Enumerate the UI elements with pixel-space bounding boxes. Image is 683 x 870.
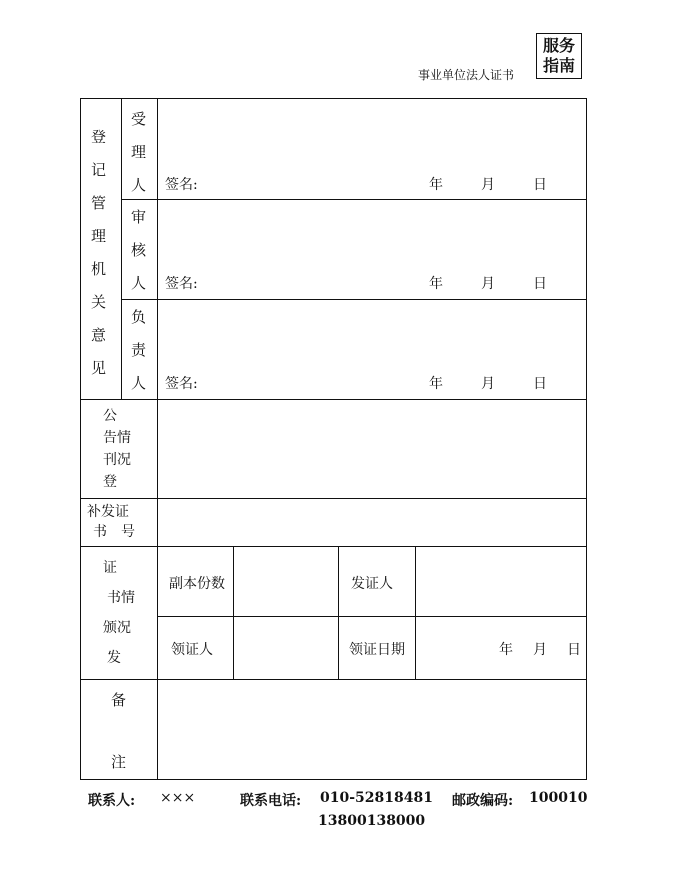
role-char: 核 [131, 241, 147, 259]
role-char: 理 [131, 143, 147, 161]
reviewer-year: 年 [429, 276, 443, 292]
service-guide-stamp [536, 33, 582, 79]
acceptor-signature-label: 签名: [165, 177, 198, 193]
principal-signature-label: 签名: [165, 376, 198, 392]
divider-v-col4 [415, 546, 416, 679]
reviewer-month: 月 [481, 276, 495, 292]
stamp-line-1: 服务 [542, 36, 575, 55]
receive-date-label: 领证日期 [349, 642, 405, 658]
issuance-label-line: 证 [103, 560, 117, 576]
issuer-label: 发证人 [351, 576, 393, 592]
announcement-label-line: 刊况 [103, 452, 131, 468]
divider-h-2 [121, 299, 587, 300]
side-char: 管 [91, 194, 107, 212]
role-reviewer-label [131, 201, 146, 300]
issuance-label-line: 发 [107, 650, 121, 666]
phone-value: 010-52818481 [320, 790, 433, 806]
reviewer-day: 日 [533, 276, 547, 292]
reviewer-signature-label: 签名: [165, 276, 198, 292]
role-char: 责 [131, 341, 147, 359]
acceptor-month: 月 [481, 177, 495, 193]
remarks-label-bottom: 注 [111, 753, 127, 771]
role-char: 负 [131, 308, 147, 326]
divider-h-3 [81, 399, 587, 400]
reissue-label [87, 502, 135, 542]
remarks-label-top: 备 [111, 691, 127, 709]
reissue-label-line: 书 号 [93, 524, 135, 540]
side-char: 关 [91, 293, 107, 311]
side-char: 记 [91, 161, 107, 179]
role-char: 人 [131, 176, 147, 194]
announcement-label [95, 405, 131, 493]
role-acceptor-label [131, 103, 146, 202]
divider-v-col3 [338, 546, 339, 679]
role-char: 受 [131, 110, 147, 128]
stamp-line-2: 指南 [542, 56, 575, 75]
principal-month: 月 [481, 376, 495, 392]
registration-form [80, 98, 587, 780]
divider-v-col2 [233, 546, 234, 679]
copies-label: 副本份数 [169, 576, 225, 592]
side-char: 机 [91, 260, 107, 278]
side-char: 意 [91, 326, 107, 344]
announcement-label-line: 公 [103, 408, 117, 424]
divider-h-6 [157, 616, 587, 617]
divider-h-4 [81, 498, 587, 499]
announcement-label-line: 登 [103, 474, 117, 490]
phone-value-2: 13800138000 [318, 813, 426, 829]
receive-year: 年 [499, 642, 513, 658]
role-char: 人 [131, 274, 147, 292]
principal-year: 年 [429, 376, 443, 392]
approval-side-label [91, 121, 106, 385]
certificate-caption: 事业单位法人证书 [418, 68, 515, 82]
role-char: 人 [131, 374, 147, 392]
role-principal-label [131, 301, 146, 400]
issuance-label [99, 553, 135, 673]
divider-v-side [121, 99, 122, 399]
side-char: 理 [91, 227, 107, 245]
reissue-label-line: 补发证 [87, 504, 129, 520]
postcode-value: 100010 [529, 790, 588, 806]
principal-day: 日 [533, 376, 547, 392]
acceptor-day: 日 [533, 177, 547, 193]
divider-h-5 [81, 546, 587, 547]
divider-h-7 [81, 679, 587, 680]
divider-h-1 [121, 199, 587, 200]
announcement-label-line: 告情 [103, 430, 131, 446]
receiver-label: 领证人 [171, 642, 213, 658]
role-char: 审 [131, 208, 147, 226]
contact-label: 联系人: [88, 793, 136, 809]
acceptor-year: 年 [429, 177, 443, 193]
side-char: 见 [91, 359, 107, 377]
receive-month: 月 [533, 642, 547, 658]
side-char: 登 [91, 128, 107, 146]
receive-day: 日 [567, 642, 581, 658]
issuance-label-line: 颁况 [103, 620, 131, 636]
postcode-label: 邮政编码: [452, 793, 514, 809]
phone-label: 联系电话: [240, 793, 302, 809]
divider-v-label [157, 99, 158, 780]
contact-value: ××× [160, 790, 196, 806]
issuance-label-line: 书情 [107, 590, 135, 606]
